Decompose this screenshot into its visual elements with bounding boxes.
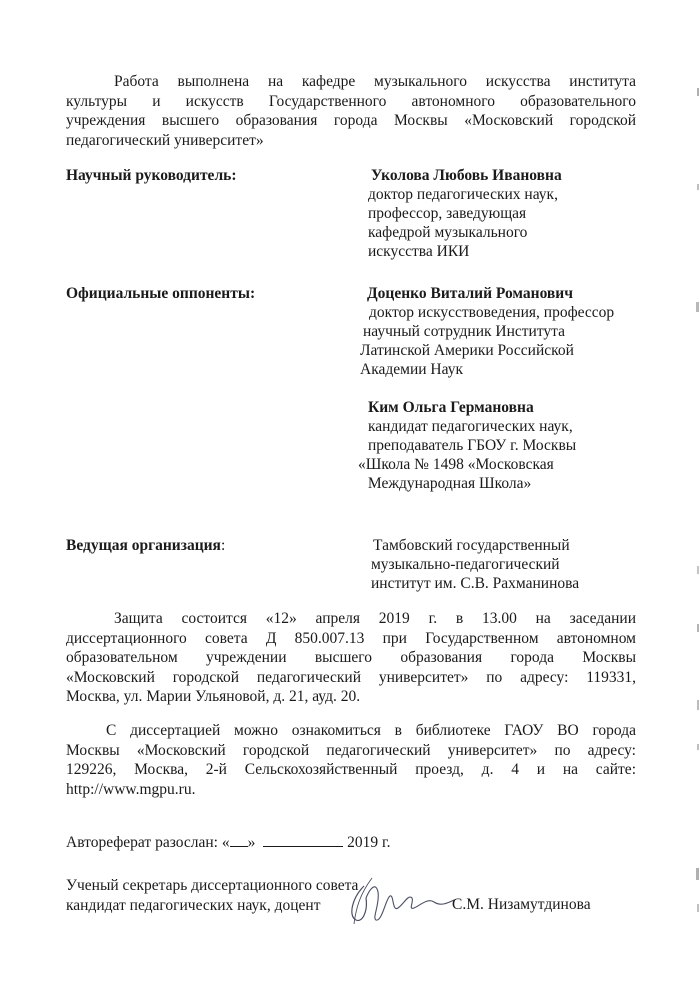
opponent-2-detail: Международная Школа» [364,475,532,492]
supervisor-block [368,166,562,261]
library-paragraph [66,721,636,799]
intro-paragraph [66,72,636,150]
intro-line: педагогический университет» [66,131,264,149]
opponent-2-detail: преподаватель ГБОУ г. Москвы [368,437,577,454]
defense-line: диссертационного совета Д 850.007.13 при Государственном автономном [66,629,636,647]
defense-line: «Московский городской педагогический университет» по адресу: 119331, [66,668,636,686]
defense-line: Защита состоится «12» апреля 2019 г. в 13.00 на заседании [114,610,636,627]
defense-line: образовательном учреждении высшего образования города Москвы [66,649,636,666]
opponent-2-detail: «Школа № 1498 «Московская [358,456,554,473]
supervisor-name: Уколова Любовь Ивановна [371,167,562,184]
lead-org-line: институт им. С.В. Рахманинова [371,575,580,592]
lead-org-label-colon: : [220,537,226,554]
opponent-2-name: Ким Ольга Германовна [368,399,534,416]
sent-month-blank [263,832,343,847]
opponent-1-detail: доктор искусствоведения, профессор [369,304,615,321]
opponent-2-detail: кандидат педагогических наук, [368,418,573,435]
supervisor-label: Научный руководитель: [66,167,237,184]
sent-prefix: Автореферат разослан: « [66,834,230,851]
opponent-1-detail: Академии Наук [360,361,463,378]
opponent-1-detail: Латинской Америки Российской [360,342,574,359]
secretary-title [66,876,358,916]
library-line: С диссертацией можно ознакомиться в библиотеке ГАОУ ВО города [106,722,636,739]
lead-org-line: музыкально-педагогический [371,556,560,573]
secretary-name: С.М. Низамутдинова [452,896,591,913]
scan-edge-artifacts [694,0,700,990]
library-line: 129226, Москва, 2-й Сельскохозяйственный проезд, д. 4 и на сайте: [66,761,636,778]
library-line: Москвы «Московский городской педагогический университет» по адресу: [66,741,636,759]
library-line: http://www.mgpu.ru. [66,780,196,798]
supervisor-detail: профессор, заведующая [368,205,527,222]
defense-paragraph [66,609,636,707]
handwritten-signature [342,868,462,938]
lead-org-line: Тамбовский государственный [373,537,570,554]
lead-org-label-text: Ведущая организация [66,537,221,554]
opponent-1-name: Доценко Виталий Романович [367,285,573,302]
sent-date-line [66,832,390,852]
supervisor-detail: искусства ИКИ [368,243,470,260]
sent-mid: » [247,834,256,851]
supervisor-detail: кафедрой музыкального [368,224,528,241]
defense-line: Москва, ул. Марии Ульяновой, д. 21, ауд. 20. [66,688,361,705]
secretary-line-1: Ученый секретарь диссертационного совета [66,877,359,894]
lead-org-label [66,536,225,556]
opponents-label: Официальные оппоненты: [66,285,256,302]
intro-line: Работа выполнена на кафедре музыкального искусства института [114,73,636,90]
intro-line: учреждения высшего образования города Москвы «Московский городской [66,112,636,129]
lead-org-block [373,536,579,593]
secretary-line-2: кандидат педагогических наук, доцент [66,897,321,914]
intro-line: культуры и искусств Государственного автономного образовательного [66,92,636,110]
opponent-1-detail: научный сотрудник Института [363,323,565,340]
opponent-1-block [360,284,615,379]
sent-day-blank [230,832,248,847]
supervisor-detail: доктор педагогических наук, [368,186,558,203]
sent-year: 2019 г. [347,834,391,851]
opponent-2-block [358,398,577,493]
